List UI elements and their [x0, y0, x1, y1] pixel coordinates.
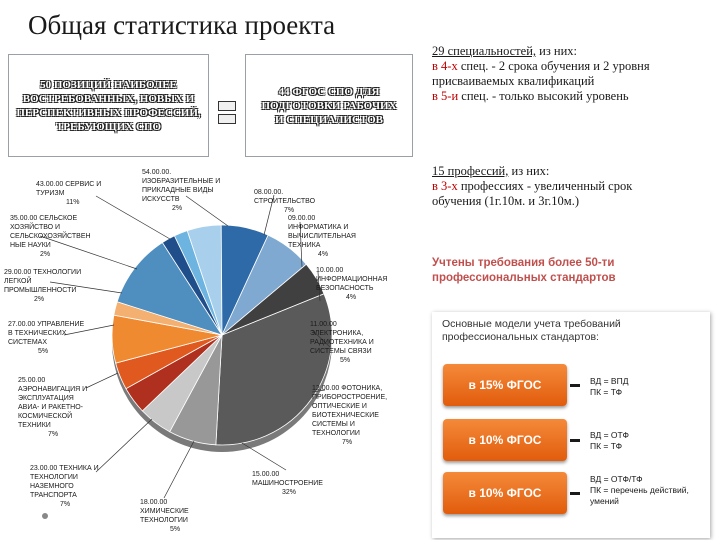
pie-leader-line [86, 373, 118, 388]
pie-label-line: 15.00.00 [252, 471, 280, 478]
pie-label-line: 10.00.00 [316, 267, 344, 274]
pie-label-line: СТРОИТЕЛЬСТВО [254, 198, 316, 205]
pie-label-line: ПРИБОРОСТРОЕНИЕ, [312, 394, 388, 401]
pie-label-line: 18.00.00 [140, 499, 168, 506]
pie-label-line: ТЕХНОЛОГИИ [312, 430, 360, 437]
professions-block [432, 164, 682, 209]
professions-group-desc: профессиях - увеличенный срок обучения (1г.10м. и 3г.10м.) [432, 179, 633, 208]
pie-label-line: ИНФОРМАТИКА И [288, 224, 349, 231]
pie-label [316, 266, 387, 302]
pie-label-line: ИЗОБРАЗИТЕЛЬНЫЕ И [142, 178, 221, 185]
specialties-group-a-desc: спец. - 2 срока обучения и 2 уровня присваиваемых квалификаций [432, 59, 650, 88]
standards-note-line2: профессиональных стандартов [432, 272, 616, 284]
standards-note [432, 256, 616, 286]
pie-label-percent: 2% [34, 296, 45, 303]
pie-label-line: 43.00.00 СЕРВИС И [36, 181, 102, 188]
specialties-group-b-desc: спец. - только высокий уровень [458, 89, 629, 103]
standards-note-line1: Учтены требования более 50-ти [432, 257, 615, 269]
pie-label-line: ОПТИЧЕСКИЕ И [312, 403, 367, 410]
pie-label-line: ЛЕГКОЙ [4, 278, 32, 285]
pie-label-line: ВЫЧИСЛИТЕЛЬНАЯ [288, 233, 356, 240]
pie-label-line: АЭРОНАВИГАЦИЯ И [18, 386, 88, 393]
pie-label [18, 376, 87, 439]
pie-label [4, 268, 81, 304]
models-title: Основные модели учета требований профессиональных стандартов: [442, 318, 621, 343]
model-desc-3-line1: ВД = ОТФ/ТФ [590, 474, 643, 484]
specialties-count: 29 специальностей, [432, 44, 537, 58]
pie-label-percent: 2% [40, 251, 51, 258]
positions-box-text: 50 ПОЗИЦИЙ НАИБОЛЕЕ ВОСТРЕБОВАННЫХ, НОВЫХ И ПЕРСПЕКТИВНЫХ ПРОФЕССИЙ, ТРЕБУЮЩИХ СПО [16, 78, 201, 133]
pie-label-line: ТЕХНИКИ [18, 422, 51, 429]
pie-label [10, 214, 91, 259]
pie-label-line: 12.00.00 ФОТОНИКА, [312, 385, 383, 392]
pie-label-line: СИСТЕМАХ [8, 339, 48, 346]
pie-label-line: 35.00.00 СЕЛЬСКОЕ [10, 215, 78, 222]
pie-label [254, 188, 315, 215]
pie-label-line: ТЕХНОЛОГИИ [30, 474, 78, 481]
pie-label-percent: 2% [172, 205, 183, 212]
pie-label-line: 11.00.00 [310, 321, 337, 328]
pie-label-line: 08.00.00. [254, 189, 284, 196]
pie-leader-line [164, 441, 194, 498]
pie-label-line: ТЕХНОЛОГИИ [140, 517, 188, 524]
pie-label-line: ТРАНСПОРТА [30, 492, 77, 499]
pie-label [252, 470, 323, 497]
pie-label-percent: 11% [66, 199, 80, 206]
pie-leader-line [242, 443, 286, 470]
pie-label [8, 320, 84, 356]
model-button-1[interactable]: в 15% ФГОС [443, 364, 567, 406]
model-button-3[interactable]: в 10% ФГОС [443, 472, 567, 514]
models-panel [432, 312, 710, 538]
pie-label-line: ХОЗЯЙСТВО И [10, 224, 61, 231]
pie-label-line: РАДИОТЕХНИКА И [310, 339, 374, 346]
pie-label [36, 180, 101, 207]
pie-label-percent: 7% [284, 207, 295, 214]
pie-label-percent: 32% [282, 489, 297, 496]
pie-label-line: БЕЗОПАСНОСТЬ [316, 285, 374, 292]
pie-label [310, 320, 374, 365]
model-desc-3 [590, 474, 700, 507]
pie-label-percent: 4% [346, 294, 357, 301]
page-title: Общая статистика проекта [28, 10, 336, 40]
professions-group: в 3-х [432, 179, 458, 193]
pie-label-line: СИСТЕМЫ СВЯЗИ [310, 348, 372, 355]
pie-label [312, 384, 387, 447]
pie-label-line: ЭЛЕКТРОНИКА, [310, 330, 364, 337]
model-dash-2 [570, 439, 580, 442]
pie-label-line: В ТЕХНИЧЕСКИХ [8, 330, 67, 337]
pie-label [142, 168, 220, 213]
model-desc-1 [590, 376, 700, 398]
pie-label-line: ПРИКЛАДНЫЕ ВИДЫ [142, 187, 214, 194]
specialties-suffix: из них: [536, 44, 577, 58]
model-button-2[interactable]: в 10% ФГОС [443, 419, 567, 461]
pie-label-line: ХИМИЧЕСКИЕ [140, 508, 189, 515]
professions-suffix: из них: [508, 164, 550, 178]
specialties-group-a: в 4-х [432, 59, 458, 73]
model-desc-1-line1: ВД = ВПД [590, 376, 629, 386]
pie-label-percent: 7% [342, 439, 353, 446]
pie-label-line: 29.00.00 ТЕХНОЛОГИИ [4, 269, 82, 276]
model-desc-2-line2: ПК = ТФ [590, 441, 623, 451]
pie-label [288, 214, 356, 259]
pie-label-line: 09.00.00 [288, 215, 316, 222]
bullet-icon [42, 513, 48, 519]
model-desc-2 [590, 430, 700, 452]
pie-label-line: СЕЛЬСКОХОЗЯЙСТВЕН [10, 233, 91, 240]
fgos-box-text: 44 ФГОС СПО ДЛЯ ПОДГОТОВКИ РАБОЧИХ И СПЕЦИАЛИСТОВ [261, 85, 397, 126]
model-desc-1-line2: ПК = ТФ [590, 387, 623, 397]
pie-label-percent: 7% [60, 501, 71, 508]
pie-leader-line [96, 419, 152, 472]
professions-count: 15 профессий, [432, 164, 509, 178]
pie-label-line: ТУРИЗМ [36, 190, 65, 197]
pie-label-line: КОСМИЧЕСКОЙ [18, 413, 73, 420]
pie-label-line: АВИА- И РАКЕТНО- [18, 404, 84, 411]
model-dash-1 [570, 384, 580, 387]
pie-label-percent: 7% [48, 431, 59, 438]
pie-label-percent: 4% [318, 251, 329, 258]
pie-label-line: 27.00.00 УПРАВЛЕНИЕ [8, 321, 85, 328]
model-desc-2-line1: ВД = ОТФ [590, 430, 629, 440]
pie-label-line: НЫЕ НАУКИ [10, 242, 51, 249]
pie-label-percent: 5% [340, 357, 351, 364]
pie-label-line: ИСКУССТВ [142, 196, 180, 203]
model-dash-3 [570, 492, 580, 495]
specialties-block [432, 44, 702, 104]
pie-label-line: СИСТЕМЫ И [312, 421, 355, 428]
specialties-group-b: в 5-и [432, 89, 459, 103]
pie-label-line: БИОТЕХНИЧЕСКИЕ [312, 412, 379, 419]
pie-label-line: МАШИНОСТРОЕНИЕ [252, 480, 323, 487]
pie-label-line: ИНФОРМАЦИОННАЯ [316, 276, 388, 283]
pie-label-percent: 5% [170, 526, 181, 533]
pie-label-line: ТЕХНИКА [288, 242, 321, 249]
pie-label-line: 54.00.00. [142, 169, 172, 176]
pie-label [140, 498, 189, 534]
pie-label [30, 464, 99, 509]
pie-label-line: НАЗЕМНОГО [30, 483, 74, 490]
pie-label-line: 25.00.00 [18, 377, 46, 384]
model-desc-3-line2: ПК = перечень действий, умений [590, 485, 689, 506]
pie-label-percent: 5% [38, 348, 49, 355]
pie-label-line: 23.00.00 ТЕХНИКА И [30, 465, 99, 472]
pie-label-line: ПРОМЫШЛЕННОСТИ [4, 287, 77, 294]
pie-label-line: ЭКСПЛУАТАЦИЯ [18, 395, 74, 402]
